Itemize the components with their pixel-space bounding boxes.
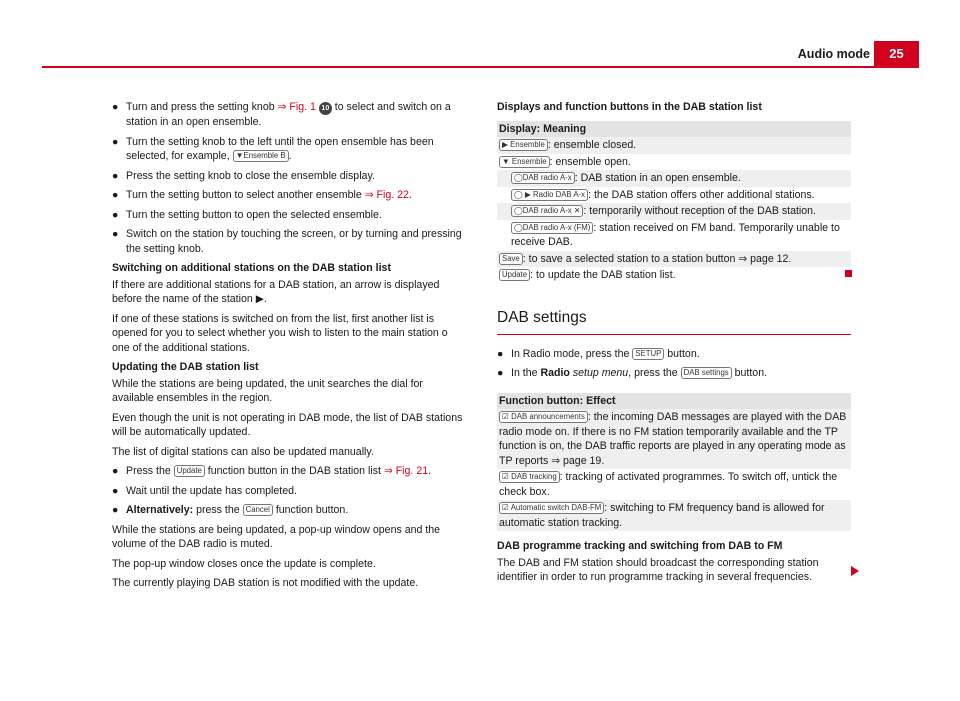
list-item: ● Switch on the station by touching the screen, or by turning and pressing the setting knob. [112,228,462,255]
table-row: ◯DAB radio A-x ✕ : temporarily without reception of the DAB station. [497,203,851,220]
table-title: Displays and function buttons in the DAB station list [497,101,762,113]
table-header: Display: Meaning [497,121,851,138]
section-heading: DAB programme tracking and switching from DAB to FM [497,540,783,552]
table-row: Update : to update the DAB station list. [497,267,851,284]
continue-arrow-icon [851,566,859,576]
list-item: ● Turn the setting knob to the left until the open ensemble has been selected, for example, ▼Ensemble B . [112,135,434,162]
list-item: ● Alternatively: press the Cancel function button. [112,504,349,516]
table-header: Function button: Effect [497,393,851,410]
update-key: Update [174,465,205,477]
paragraph: If one of these stations is switched on from the list, first another list is opened for you to select whether you wish to listen to the main station o one of the additional stations. [112,312,448,354]
figure-link[interactable]: ⇒ Fig. 1 [277,101,316,113]
paragraph: The DAB and FM station should broadcast the corresponding station identifier in order to run programme tracking in several frequencies. [497,556,819,583]
running-header-title: Audio mode [797,47,870,61]
paragraph: The pop-up window closes once the update is complete. [112,557,376,570]
header-rule [42,66,919,68]
list-item: ● Press the Update function button in the DAB station list ⇒ Fig. 21. [112,465,432,477]
left-column [112,100,464,596]
setup-key: SETUP [632,348,664,360]
section-heading: Updating the DAB station list [112,361,259,373]
cancel-key: Cancel [243,504,273,516]
figure-link[interactable]: ⇒ Fig. 21 [383,465,429,477]
page-number: 25 [874,41,919,66]
section-heading: Switching on additional stations on the DAB station list [112,262,391,274]
table-row: Save : to save a selected station to a station button ⇒ page 12. [497,251,851,268]
table-row: ☑ DAB tracking : tracking of activated programmes. To switch off, untick the check box. [499,471,838,498]
table-row: ☑ DAB announcements : the incoming DAB messages are played with the DAB radio mode on. If there is no FM station temporarily available and the TP function is on, the DAB traffic reports are played in any operating mode as TP reports ⇒ page 19. [497,409,851,469]
list-item: ● In the Radio setup menu, press the DAB settings button. [497,367,768,379]
section-title: DAB settings [497,308,851,335]
station-list-table [497,121,851,284]
figure-link[interactable]: ⇒ Fig. 22 [364,189,409,201]
ensemble-b-key: ▼Ensemble B [233,150,289,162]
paragraph: Even though the unit is not operating in DAB mode, the list of DAB stations will be automatically updated. [112,411,463,438]
list-item: ● Wait until the update has completed. [112,484,297,497]
dab-settings-table [497,393,851,532]
table-row: ◯ ▶ Radio DAB A-x : the DAB station offers other additional stations. [497,187,851,204]
list-item: ● Press the setting knob to close the ensemble display. [112,169,375,182]
list-item: ● Turn the setting button to select another ensemble ⇒ Fig. 22. [112,189,412,201]
table-row: ◯DAB radio A-x : DAB station in an open ensemble. [497,170,851,187]
paragraph: The list of digital stations can also be updated manually. [112,445,374,458]
right-column [497,100,851,590]
paragraph: If there are additional stations for a DAB station, an arrow is displayed before the name of the station ▶. [112,278,440,305]
dab-settings-key: DAB settings [681,367,732,379]
list-item: ● Turn and press the setting knob ⇒ Fig. 1 10 to select and switch on a station in an open ensemble. [112,101,451,128]
paragraph: The currently playing DAB station is not modified with the update. [112,577,419,589]
table-row: ◯DAB radio A-x (FM) : station received on FM band. Temporarily unable to receive DAB. [511,221,840,248]
list-item: ● In Radio mode, press the SETUP button. [497,347,700,360]
list-item: ● Turn the setting button to open the selected ensemble. [112,208,382,221]
callout-badge: 10 [319,102,332,115]
section-end-mark [845,270,852,277]
paragraph: While the stations are being updated, a pop-up window opens and the volume of the DAB radio is muted. [112,523,441,550]
paragraph: While the stations are being updated, the unit searches the dial for available ensembles in the region. [112,377,423,404]
table-row: ☑ Automatic switch DAB-FM : switching to FM frequency band is allowed for automatic station tracking. [497,500,851,531]
table-row: ▶ Ensemble : ensemble closed. [497,137,851,154]
table-row: ▼ Ensemble : ensemble open. [497,154,851,171]
